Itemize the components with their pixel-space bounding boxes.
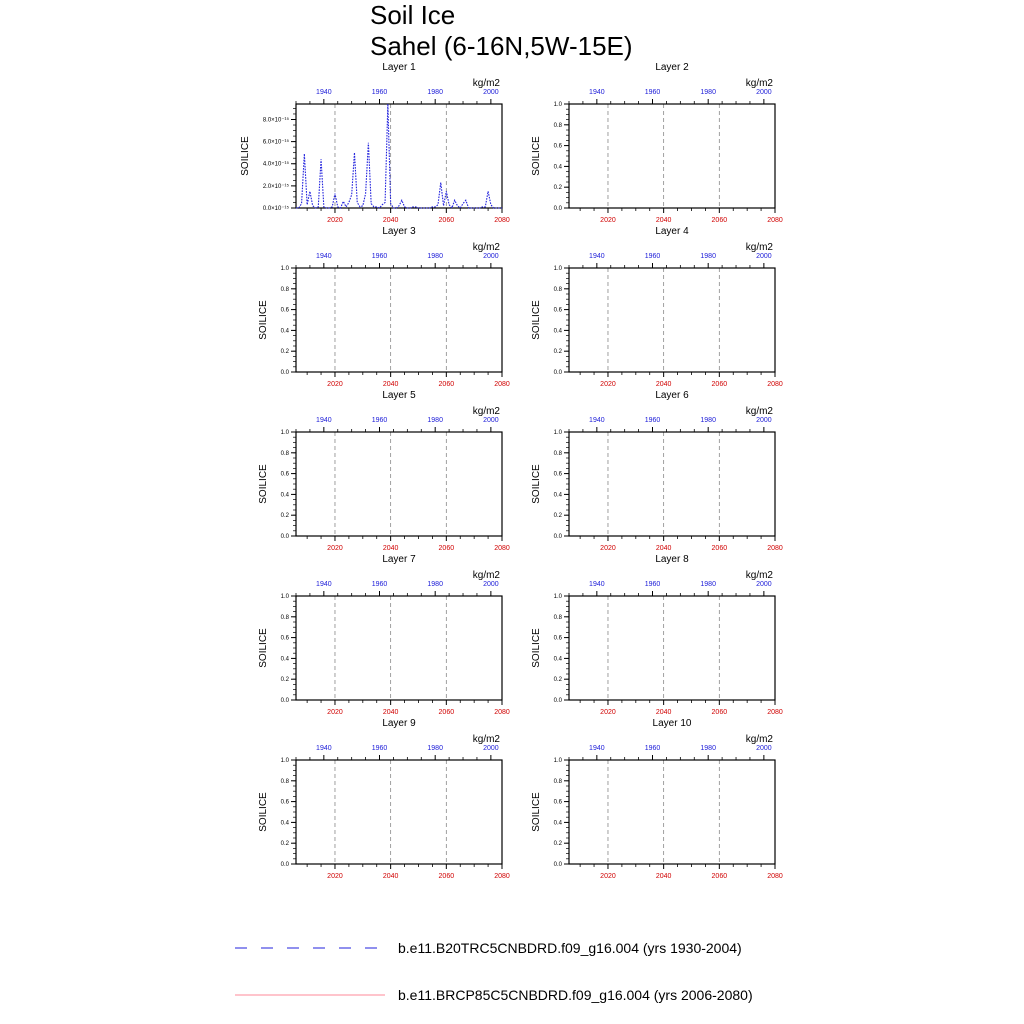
panel-title: Layer 2: [655, 62, 689, 73]
x-bottom-tick-label: 2060: [711, 873, 728, 880]
y-tick-label: 0.0: [280, 370, 289, 376]
x-top-tick-label: 1980: [427, 581, 443, 588]
y-tick-label: 0.4: [280, 820, 289, 827]
y-axis-label: SOILICE: [258, 628, 269, 668]
x-top-tick-label: 1940: [589, 581, 605, 588]
panel-layer-4: [531, 226, 783, 388]
x-top-tick-label: 1960: [644, 89, 661, 96]
plot-frame: [569, 432, 775, 536]
x-top-tick-label: 1940: [589, 417, 605, 424]
y-tick-label: 2.0×10⁻¹⁵: [262, 183, 289, 190]
y-tick-label: 0.2: [280, 349, 289, 356]
y-axis-label: SOILICE: [258, 300, 269, 340]
y-tick-label: 1.0: [280, 594, 289, 600]
x-bottom-tick-label: 2080: [494, 709, 510, 716]
x-top-tick-label: 1980: [700, 253, 716, 260]
panel-title: Layer 4: [655, 226, 689, 237]
units-label: kg/m2: [472, 78, 500, 89]
x-bottom-tick-label: 2020: [600, 545, 616, 552]
x-bottom-tick-label: 2080: [767, 709, 783, 716]
units-label: kg/m2: [745, 734, 773, 745]
x-top-tick-label: 1940: [316, 745, 332, 752]
x-bottom-tick-label: 2040: [655, 873, 672, 880]
x-bottom-tick-label: 2020: [600, 709, 616, 716]
x-top-tick-label: 1960: [371, 253, 388, 260]
y-tick-label: 0.0: [553, 206, 562, 212]
y-tick-label: 1.0: [280, 266, 289, 272]
x-bottom-tick-label: 2080: [767, 545, 783, 552]
x-top-tick-label: 1960: [371, 417, 388, 424]
x-top-tick-label: 1980: [427, 89, 443, 96]
x-bottom-tick-label: 2080: [767, 217, 783, 224]
x-bottom-tick-label: 2040: [382, 873, 399, 880]
figure-subtitle: Sahel (6-16N,5W-15E): [370, 31, 633, 61]
y-tick-label: 0.4: [553, 492, 562, 499]
y-tick-label: 0.4: [553, 164, 562, 171]
panel-title: Layer 6: [655, 390, 689, 401]
y-tick-label: 0.2: [553, 185, 562, 192]
panel-grid: [240, 62, 783, 880]
x-bottom-tick-label: 2020: [600, 381, 616, 388]
x-bottom-tick-label: 2020: [327, 709, 343, 716]
y-tick-label: 0.6: [553, 635, 562, 642]
plot-frame: [296, 268, 502, 372]
x-top-tick-label: 2000: [483, 89, 499, 96]
y-axis-label: SOILICE: [531, 464, 542, 504]
units-label: kg/m2: [745, 242, 773, 253]
x-bottom-tick-label: 2040: [655, 545, 672, 552]
panel-layer-5: [258, 390, 510, 552]
y-axis-label: SOILICE: [240, 136, 251, 176]
plot-frame: [569, 104, 775, 208]
y-tick-label: 0.8: [280, 450, 289, 457]
x-top-tick-label: 2000: [483, 745, 499, 752]
panel-title: Layer 5: [382, 390, 416, 401]
y-tick-label: 0.0: [553, 370, 562, 376]
y-tick-label: 0.8: [553, 778, 562, 785]
x-bottom-tick-label: 2060: [438, 381, 455, 388]
x-bottom-tick-label: 2080: [494, 217, 510, 224]
x-bottom-tick-label: 2080: [767, 381, 783, 388]
x-bottom-tick-label: 2060: [711, 545, 728, 552]
y-axis-label: SOILICE: [531, 628, 542, 668]
y-tick-label: 0.0: [280, 534, 289, 540]
legend: [235, 940, 753, 1003]
x-bottom-tick-label: 2080: [494, 545, 510, 552]
y-tick-label: 4.0×10⁻¹⁵: [262, 161, 289, 168]
x-bottom-tick-label: 2020: [327, 381, 343, 388]
y-tick-label: 1.0: [553, 594, 562, 600]
y-tick-label: 0.8: [280, 286, 289, 293]
panel-title: Layer 10: [652, 718, 692, 729]
y-tick-label: 0.0: [280, 698, 289, 704]
y-axis-label: SOILICE: [258, 464, 269, 504]
y-tick-label: 0.6: [280, 471, 289, 478]
x-bottom-tick-label: 2020: [600, 217, 616, 224]
y-tick-label: 0.8: [553, 614, 562, 621]
y-tick-label: 0.4: [280, 492, 289, 499]
y-tick-label: 0.6: [280, 307, 289, 314]
x-top-tick-label: 1960: [371, 581, 388, 588]
x-top-tick-label: 1960: [644, 417, 661, 424]
x-top-tick-label: 1960: [371, 745, 388, 752]
y-tick-label: 0.6: [553, 143, 562, 150]
x-bottom-tick-label: 2060: [711, 381, 728, 388]
panel-layer-3: [258, 226, 510, 388]
x-top-tick-label: 1980: [427, 745, 443, 752]
x-bottom-tick-label: 2080: [494, 873, 510, 880]
x-top-tick-label: 2000: [756, 89, 772, 96]
plot-frame: [296, 104, 502, 208]
x-top-tick-label: 1960: [371, 89, 388, 96]
x-bottom-tick-label: 2080: [767, 873, 783, 880]
y-tick-label: 1.0: [553, 430, 562, 436]
y-tick-label: 0.2: [280, 513, 289, 520]
x-top-tick-label: 2000: [756, 581, 772, 588]
y-tick-label: 0.2: [280, 841, 289, 848]
x-top-tick-label: 1940: [589, 89, 605, 96]
units-label: kg/m2: [745, 570, 773, 581]
units-label: kg/m2: [472, 734, 500, 745]
x-bottom-tick-label: 2060: [438, 217, 455, 224]
x-bottom-tick-label: 2040: [655, 709, 672, 716]
y-axis-label: SOILICE: [531, 136, 542, 176]
x-top-tick-label: 1980: [700, 417, 716, 424]
x-top-tick-label: 1980: [427, 253, 443, 260]
y-tick-label: 0.0: [553, 534, 562, 540]
panel-layer-6: [531, 390, 783, 552]
x-bottom-tick-label: 2020: [327, 873, 343, 880]
y-tick-label: 1.0: [553, 758, 562, 764]
y-tick-label: 0.0×10⁻¹⁵: [262, 206, 289, 212]
plot-frame: [296, 760, 502, 864]
y-tick-label: 1.0: [553, 266, 562, 272]
panel-layer-7: [258, 554, 510, 716]
x-top-tick-label: 1940: [316, 581, 332, 588]
y-tick-label: 0.4: [553, 328, 562, 335]
x-bottom-tick-label: 2060: [438, 545, 455, 552]
plot-frame: [296, 596, 502, 700]
x-bottom-tick-label: 2040: [382, 545, 399, 552]
x-top-tick-label: 1980: [427, 417, 443, 424]
y-tick-label: 0.4: [280, 328, 289, 335]
x-top-tick-label: 1960: [644, 253, 661, 260]
series-line: [296, 104, 502, 208]
x-bottom-tick-label: 2060: [438, 709, 455, 716]
y-tick-label: 0.6: [553, 471, 562, 478]
units-label: kg/m2: [745, 406, 773, 417]
x-top-tick-label: 2000: [483, 253, 499, 260]
x-bottom-tick-label: 2080: [494, 381, 510, 388]
x-bottom-tick-label: 2040: [655, 381, 672, 388]
plot-frame: [569, 760, 775, 864]
y-tick-label: 0.6: [553, 799, 562, 806]
y-tick-label: 1.0: [553, 102, 562, 108]
x-top-tick-label: 1940: [316, 417, 332, 424]
units-label: kg/m2: [745, 78, 773, 89]
panel-layer-1: [240, 62, 510, 224]
legend-historical-label: b.e11.B20TRC5CNBDRD.f09_g16.004 (yrs 1930-2004): [398, 940, 742, 956]
x-top-tick-label: 2000: [756, 745, 772, 752]
y-tick-label: 0.8: [280, 614, 289, 621]
x-bottom-tick-label: 2020: [327, 217, 343, 224]
legend-future-label: b.e11.BRCP85C5CNBDRD.f09_g16.004 (yrs 2006-2080): [398, 987, 753, 1003]
y-tick-label: 1.0: [280, 758, 289, 764]
y-tick-label: 0.2: [553, 841, 562, 848]
y-tick-label: 1.0: [280, 430, 289, 436]
panel-layer-10: [531, 718, 783, 880]
x-top-tick-label: 1960: [644, 745, 661, 752]
units-label: kg/m2: [472, 570, 500, 581]
panel-title: Layer 8: [655, 554, 689, 565]
x-top-tick-label: 2000: [483, 417, 499, 424]
x-bottom-tick-label: 2020: [327, 545, 343, 552]
x-top-tick-label: 2000: [756, 253, 772, 260]
x-bottom-tick-label: 2040: [382, 217, 399, 224]
y-tick-label: 0.8: [553, 122, 562, 129]
panel-title: Layer 7: [382, 554, 416, 565]
x-top-tick-label: 2000: [756, 417, 772, 424]
figure-title: Soil Ice: [370, 0, 456, 30]
panel-title: Layer 3: [382, 226, 416, 237]
x-bottom-tick-label: 2040: [382, 381, 399, 388]
x-bottom-tick-label: 2040: [655, 217, 672, 224]
y-tick-label: 0.6: [280, 635, 289, 642]
x-top-tick-label: 1980: [700, 89, 716, 96]
x-top-tick-label: 1960: [644, 581, 661, 588]
y-axis-label: SOILICE: [258, 792, 269, 832]
x-bottom-tick-label: 2060: [438, 873, 455, 880]
y-tick-label: 0.8: [553, 286, 562, 293]
y-tick-label: 0.6: [553, 307, 562, 314]
y-tick-label: 8.0×10⁻¹⁵: [262, 117, 289, 124]
y-tick-label: 0.2: [553, 349, 562, 356]
y-axis-label: SOILICE: [531, 300, 542, 340]
y-axis-label: SOILICE: [531, 792, 542, 832]
x-bottom-tick-label: 2020: [600, 873, 616, 880]
panel-title: Layer 9: [382, 718, 416, 729]
y-tick-label: 0.2: [553, 677, 562, 684]
y-tick-label: 0.4: [280, 656, 289, 663]
y-tick-label: 0.8: [280, 778, 289, 785]
plot-frame: [569, 268, 775, 372]
panel-layer-2: [531, 62, 783, 224]
x-top-tick-label: 1940: [589, 745, 605, 752]
y-tick-label: 0.0: [280, 862, 289, 868]
x-top-tick-label: 1980: [700, 581, 716, 588]
panel-layer-9: [258, 718, 510, 880]
y-tick-label: 0.2: [280, 677, 289, 684]
x-top-tick-label: 1940: [589, 253, 605, 260]
x-bottom-tick-label: 2060: [711, 217, 728, 224]
plot-frame: [296, 432, 502, 536]
panel-title: Layer 1: [382, 62, 416, 73]
y-tick-label: 0.0: [553, 698, 562, 704]
y-tick-label: 0.4: [553, 656, 562, 663]
y-tick-label: 0.0: [553, 862, 562, 868]
panel-layer-8: [531, 554, 783, 716]
units-label: kg/m2: [472, 242, 500, 253]
x-top-tick-label: 1940: [316, 89, 332, 96]
x-bottom-tick-label: 2040: [382, 709, 399, 716]
x-top-tick-label: 1940: [316, 253, 332, 260]
y-tick-label: 0.2: [553, 513, 562, 520]
y-tick-label: 6.0×10⁻¹⁵: [262, 139, 289, 146]
x-top-tick-label: 2000: [483, 581, 499, 588]
plot-frame: [569, 596, 775, 700]
units-label: kg/m2: [472, 406, 500, 417]
y-tick-label: 0.8: [553, 450, 562, 457]
x-bottom-tick-label: 2060: [711, 709, 728, 716]
y-tick-label: 0.6: [280, 799, 289, 806]
y-tick-label: 0.4: [553, 820, 562, 827]
x-top-tick-label: 1980: [700, 745, 716, 752]
